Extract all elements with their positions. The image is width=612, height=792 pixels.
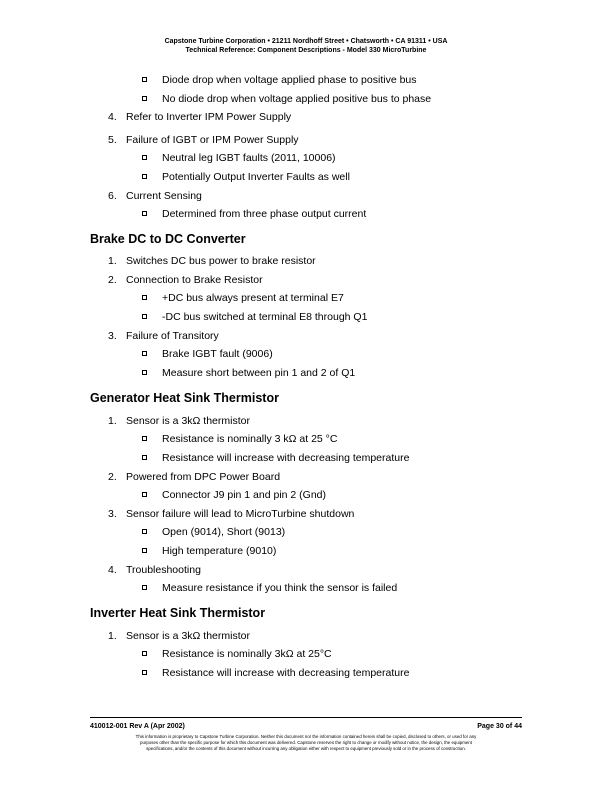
list-item: Determined from three phase output current: [0, 208, 612, 222]
list-item: 1. Sensor is a 3kΩ thermistor: [108, 415, 250, 427]
bullet-box-icon: [142, 155, 147, 160]
footer-page-number: Page 30 of 44: [477, 723, 522, 730]
section-heading: Inverter Heat Sink Thermistor: [90, 606, 266, 620]
list-item: 1. Sensor is a 3kΩ thermistor: [108, 630, 250, 642]
list-item: 1. Switches DC bus power to brake resistor: [108, 255, 316, 267]
bullet-box-icon: [142, 351, 147, 356]
footer-divider: [90, 717, 522, 718]
bullet-box-icon: [142, 370, 147, 375]
list-item: No diode drop when voltage applied positive bus to phase: [0, 93, 612, 107]
footer-document-id: 410012-001 Rev A (Apr 2002): [90, 723, 185, 730]
list-item: Measure short between pin 1 and 2 of Q1: [0, 367, 612, 381]
list-item: 3. Sensor failure will lead to MicroTurbine shutdown: [108, 508, 355, 520]
list-item: 2. Connection to Brake Resistor: [108, 274, 263, 286]
bullet-box-icon: [142, 670, 147, 675]
bullet-box-icon: [142, 77, 147, 82]
list-item: 6. Current Sensing: [108, 190, 202, 202]
bullet-box-icon: [142, 174, 147, 179]
list-item: Resistance will increase with decreasing temperature: [0, 452, 612, 466]
list-item: 4. Troubleshooting: [108, 564, 201, 576]
list-item: 3. Failure of Transitory: [108, 330, 219, 342]
list-item: Open (9014), Short (9013): [0, 526, 612, 540]
bullet-box-icon: [142, 96, 147, 101]
list-item: Resistance is nominally 3kΩ at 25°C: [0, 648, 612, 662]
list-item: Potentially Output Inverter Faults as well: [0, 171, 612, 185]
list-item: Resistance will increase with decreasing temperature: [0, 667, 612, 681]
bullet-box-icon: [142, 436, 147, 441]
list-item: -DC bus switched at terminal E8 through Q1: [0, 311, 612, 325]
list-item: 4. Refer to Inverter IPM Power Supply: [108, 111, 292, 123]
footer-disclaimer: This information is proprietary to Capstone Turbine Corporation. Neither this document nor the information contained herein shall be copied, disclosed to others, or used for any purposes other than the specific purpose for which this document was delivered. Capstone reserves the right to change or modify without notice, the design, the equipment specifications, and/or the contents of this document without incurring any obligation either with respect to equipment previously sold or in the process of construction.: [135, 734, 477, 751]
bullet-box-icon: [142, 585, 147, 590]
list-item: Brake IGBT fault (9006): [0, 348, 612, 362]
list-item: High temperature (9010): [0, 545, 612, 559]
bullet-box-icon: [142, 548, 147, 553]
list-item: Diode drop when voltage applied phase to positive bus: [0, 74, 612, 88]
list-item: 5. Failure of IGBT or IPM Power Supply: [108, 134, 299, 146]
section-heading: Brake DC to DC Converter: [90, 232, 246, 246]
list-item: Neutral leg IGBT faults (2011, 10006): [0, 152, 612, 166]
bullet-box-icon: [142, 455, 147, 460]
section-heading: Generator Heat Sink Thermistor: [90, 391, 279, 405]
header-company-line: Capstone Turbine Corporation • 21211 Nordhoff Street • Chatsworth • CA 91311 • USA: [164, 38, 448, 45]
list-item: Measure resistance if you think the sensor is failed: [0, 582, 612, 596]
bullet-box-icon: [142, 211, 147, 216]
bullet-box-icon: [142, 651, 147, 656]
list-item: Connector J9 pin 1 and pin 2 (Gnd): [0, 489, 612, 503]
bullet-box-icon: [142, 295, 147, 300]
bullet-box-icon: [142, 529, 147, 534]
list-item: Resistance is nominally 3 kΩ at 25 °C: [0, 433, 612, 447]
bullet-box-icon: [142, 492, 147, 497]
list-item: +DC bus always present at terminal E7: [0, 292, 612, 306]
bullet-box-icon: [142, 314, 147, 319]
header-document-title: Technical Reference: Component Descriptions - Model 330 MicroTurbine: [185, 47, 427, 54]
list-item: 2. Powered from DPC Power Board: [108, 471, 281, 483]
